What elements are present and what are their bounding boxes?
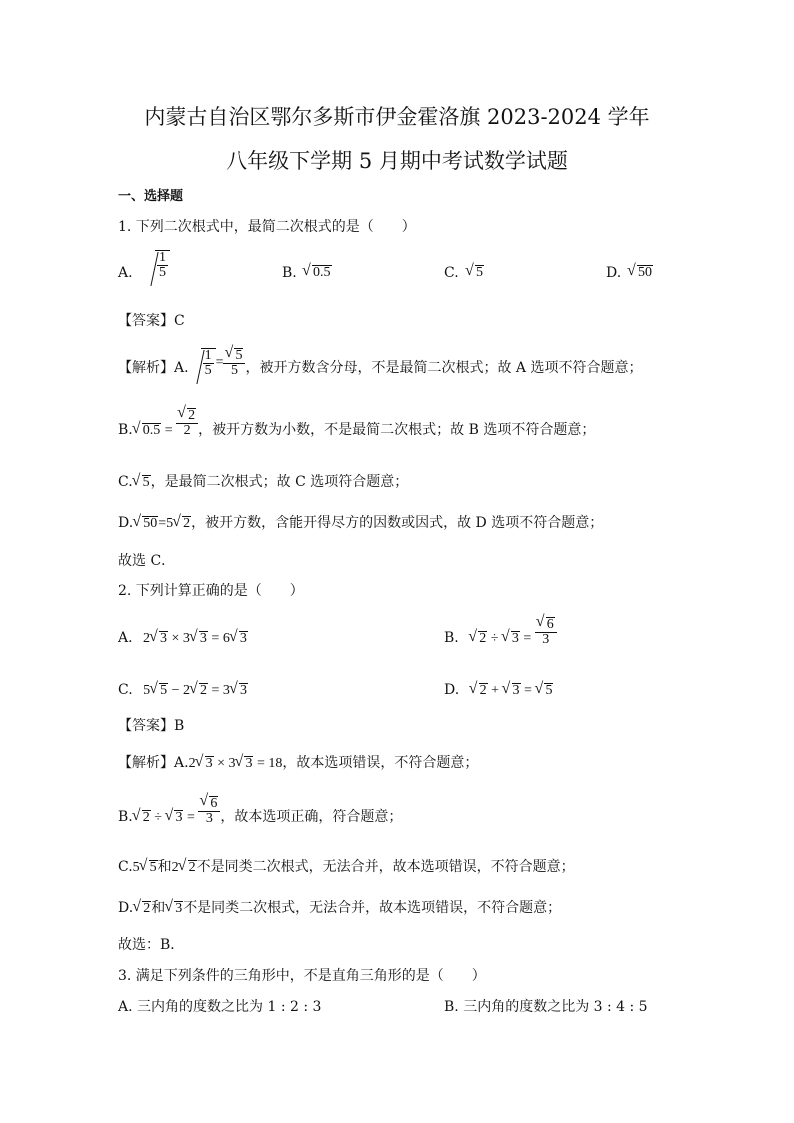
q2-option-a-label: A.	[118, 630, 133, 646]
q1-exp-b-text: ，被开方数为小数，不是最简二次根式；故 B 选项不符合题意；	[198, 422, 596, 438]
title-line-2: 八年级下学期 5 月期中考试数学试题	[226, 149, 568, 173]
q1-exp-c-prefix: C.	[118, 474, 133, 490]
q2-exp-c-and: 和	[157, 859, 172, 875]
q2-exp-d-text: 不是同类二次根式，无法合并，故本选项错误，不符合题意；	[183, 900, 562, 916]
q2-option-d: D. √ 2 + √ 3 = √ 5	[444, 681, 553, 700]
q2-conclusion: 故选：B．	[118, 937, 185, 953]
q1-exp-d-prefix: D.	[118, 515, 134, 531]
q1-exp-b-prefix: B.	[118, 422, 133, 438]
q1-option-c-math	[466, 264, 484, 282]
title-line-1: 内蒙古自治区鄂尔多斯市伊金霍洛旗 2023-2024 学年	[144, 105, 650, 129]
q2-option-d-label: D.	[444, 682, 460, 698]
q1-option-a-math	[143, 250, 170, 280]
q1-option-c-label: C.	[444, 265, 459, 281]
q2-exp-b-text: ，故本选项正确，符合题意；	[220, 809, 403, 825]
q2-option-b-label: B.	[444, 630, 459, 646]
q1-option-b-math	[303, 264, 332, 282]
q2-exp-d-and: 和	[151, 900, 166, 916]
q1-answer: 【答案】C	[118, 313, 185, 329]
q2-exp-c-prefix: C.	[118, 859, 133, 875]
q1-a-denominator: 5	[159, 265, 166, 280]
q2-exp-a-text: ，故本选项错误，不符合题意；	[282, 755, 479, 771]
q1-exp-d-text: ，被开方数，含能开得尽方的因数或因式，故 D 选项不符合题意；	[191, 515, 604, 531]
q3-option-a: A. 三内角的度数之比为 1 : 2 : 3	[118, 999, 322, 1015]
q1-explanation-d: D.√ 50=5√ 2，被开方数，含能开得尽方的因数或因式，故 D 选项不符合题意；	[118, 514, 603, 533]
q1-option-b-label: B.	[282, 265, 297, 281]
q1-explanation-b: B.√ 0.5 = √ $\frac{2}{2}$ ，被开方数为小数，不是最简二次根式；故 B 选项不符合题意；	[118, 421, 595, 440]
q2-answer: 【答案】B	[118, 718, 185, 734]
q1-option-d-label: D.	[606, 265, 622, 281]
q1-exp-prefix: 【解析】A.	[118, 360, 189, 376]
q1-explanation-a: 【解析】A. $\frac{1}{5}$ = √ $\frac{5}{5}$ ，被开方数含分母，不是最简二次根式；故 A 选项不符合题意；	[118, 358, 642, 378]
q1-option-a-label: A.	[118, 265, 133, 281]
q3-stem: 3. 满足下列条件的三角形中，不是直角三角形的是（ ）	[118, 968, 486, 984]
q1-option-d-math	[628, 264, 653, 282]
q1-stem: 1. 下列二次根式中，最简二次根式的是（ ）	[118, 219, 416, 235]
q1-exp-c-text: ，是最简二次根式；故 C 选项符合题意；	[150, 474, 409, 490]
q2-explanation-d: D.√ 2和√ 3不是同类二次根式，无法合并，故本选项错误，不符合题意；	[118, 899, 561, 918]
q2-explanation-a: 【解析】A.2√ 3 × 3√ 3 = 18，故本选项错误，不符合题意；	[118, 754, 478, 773]
q2-exp-prefix: 【解析】A.	[118, 755, 189, 771]
q2-explanation-b: B.√ 2 ÷ √ 3 = √ $\frac{6}{3}$ ，故本选项正确，符合题意；	[118, 808, 402, 827]
q3-option-b: B. 三内角的度数之比为 3 : 4 : 5	[444, 999, 648, 1015]
q1-c-radicand: 5	[476, 265, 483, 280]
q2-option-c-label: C.	[118, 682, 133, 698]
q2-option-b: B. √ 2 ÷ √ 3 = √ $\frac{6}{3}$	[444, 629, 557, 648]
q1-d-radicand: 50	[638, 265, 652, 280]
q1-exp-a-text: ，被开方数含分母，不是最简二次根式；故 A 选项不符合题意；	[245, 360, 643, 376]
section-heading: 一、选择题	[118, 189, 184, 204]
q2-stem: 2. 下列计算正确的是（ ）	[118, 583, 304, 599]
q1-conclusion: 故选 C．	[118, 553, 176, 569]
q1-a-numerator: 1	[159, 250, 166, 265]
q2-option-a: A. 2√ 3 × 3√ 3 = 6√ 3	[118, 629, 248, 648]
q1-explanation-c: C.√ 5，是最简二次根式；故 C 选项符合题意；	[118, 473, 408, 492]
q2-option-c: C. 5√ 5 − 2√ 2 = 3√ 3	[118, 681, 248, 700]
q2-exp-d-prefix: D.	[118, 900, 134, 916]
q2-exp-c-text: 不是同类二次根式，无法合并，故本选项错误，不符合题意；	[196, 859, 575, 875]
q2-exp-b-prefix: B.	[118, 809, 133, 825]
q1-b-radicand: 0.5	[313, 265, 331, 280]
q2-explanation-c: C.5√ 5和2√ 2不是同类二次根式，无法合并，故本选项错误，不符合题意；	[118, 858, 575, 877]
